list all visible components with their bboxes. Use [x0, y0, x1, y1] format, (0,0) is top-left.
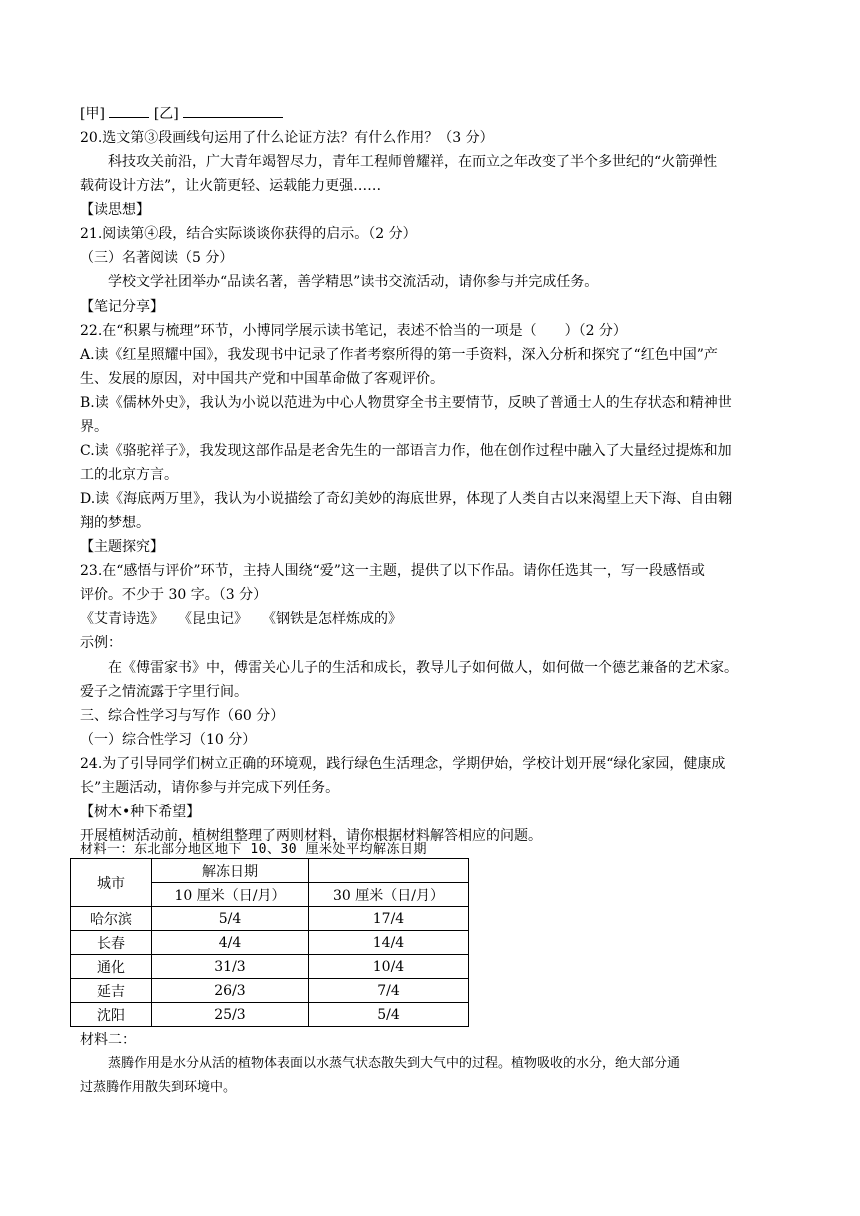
table-row [71, 979, 469, 1003]
cell-10cm: 5/4 [152, 907, 309, 931]
header-30cm: 30 厘米（日/月） [309, 883, 469, 907]
option-c-line-2: 工的北京方言。 [80, 467, 178, 483]
cell-10cm: 25/3 [152, 1003, 309, 1027]
material-1-caption: 材料一：东北部分地区地下 10、30 厘米处平均解冻日期 [80, 842, 427, 857]
question-24-line-2: 长”主题活动，请你参与并完成下列任务。 [80, 780, 340, 796]
part3-heading: （三）名著阅读（5 分） [80, 250, 234, 266]
table-row [71, 931, 469, 955]
cell-city: 长春 [71, 931, 152, 955]
table-row [71, 1003, 469, 1027]
cell-city: 通化 [71, 955, 152, 979]
section-think-heading: 【读思想】 [80, 202, 150, 218]
option-b-line-1: B.读《儒林外史》，我认为小说以范进为中心人物贯穿全书主要情节，反映了普通士人的生存状态和精神世 [80, 395, 732, 411]
question-23-line-2: 评价。不少于 30 字。（3 分） [80, 587, 268, 603]
option-d-line-2: 翔的梦想。 [80, 515, 150, 531]
option-a-line-2: 生、发展的原因，对中国共产党和中国革命做了客观评价。 [80, 371, 444, 387]
example-line-2: 爱子之情流露于字里行间。 [80, 684, 248, 700]
answer-blank-line [80, 103, 283, 124]
cell-30cm: 14/4 [309, 931, 469, 955]
question-23-line-1: 23.在“感悟与评价”环节，主持人围绕“爱”这一主题，提供了以下作品。请你任选其一，写一段感悟或 [80, 563, 705, 579]
option-a-line-1: A.读《红星照耀中国》，我发现书中记录了作者考察所得的第一手资料，深入分析和探究了“红色中国”产 [80, 347, 718, 363]
quote-line-2: 载荷设计方法”，让火箭更轻、运载能力更强…… [80, 178, 382, 194]
header-10cm: 10 厘米（日/月） [152, 883, 309, 907]
part3-intro: 学校文学社团举办“品读名著，善学精思”读书交流活动，请你参与并完成任务。 [108, 274, 599, 290]
section-theme-heading: 【主题探究】 [80, 539, 164, 555]
option-b-line-2: 界。 [80, 419, 108, 435]
cell-10cm: 31/3 [152, 955, 309, 979]
table-row [71, 907, 469, 931]
question-24-line-1: 24.为了引导同学们树立正确的环境观，践行绿色生活理念，学期伊始，学校计划开展“绿化家园，健康成 [80, 756, 726, 772]
cell-30cm: 10/4 [309, 955, 469, 979]
header-city: 城市 [71, 859, 152, 907]
material-2-line-2: 过蒸腾作用散失到环境中。 [80, 1080, 237, 1095]
question-22: 22.在“积累与梳理”环节，小博同学展示读书笔记，表述不恰当的一项是（ ）（2 分） [80, 323, 627, 339]
book-list: 《艾青诗选》 《昆虫记》 《钢铁是怎样炼成的》 [80, 611, 402, 627]
blank-label-yi: [乙] [153, 106, 179, 122]
section-notes-heading: 【笔记分享】 [80, 299, 164, 315]
cell-10cm: 4/4 [152, 931, 309, 955]
answer-blank-yi[interactable] [183, 103, 283, 118]
thaw-date-table [70, 858, 469, 1027]
answer-blank-jia[interactable] [109, 103, 149, 118]
cell-city: 延吉 [71, 979, 152, 1003]
header-thaw-date: 解冻日期 [152, 859, 309, 883]
quote-line-1: 科技攻关前沿，广大青年竭智尽力，青年工程师曾耀祥，在而立之年改变了半个多世纪的“火箭弹性 [108, 154, 718, 170]
cell-10cm: 26/3 [152, 979, 309, 1003]
blank-label-jia: [甲] [80, 106, 105, 122]
question-20: 20.选文第③段画线句运用了什么论证方法？有什么作用？（3 分） [80, 130, 494, 146]
question-21: 21.阅读第④段，结合实际谈谈你获得的启示。（2 分） [80, 226, 417, 242]
table-row [71, 955, 469, 979]
tree-intro: 开展植树活动前，植树组整理了两则材料，请你根据材料解答相应的问题。 [80, 828, 542, 844]
option-c-line-1: C.读《骆驼祥子》，我发现这部作品是老舍先生的一部语言力作，他在创作过程中融入了大量经过提炼和加 [80, 443, 732, 459]
material-2-label: 材料二： [80, 1032, 136, 1048]
section-3-1-heading: （一）综合性学习（10 分） [80, 732, 257, 748]
material-2-line-1: 蒸腾作用是水分从活的植物体表面以水蒸气状态散失到大气中的过程。植物吸收的水分，绝大部分通 [108, 1056, 681, 1071]
cell-city: 哈尔滨 [71, 907, 152, 931]
section-3-heading: 三、综合性学习与写作（60 分） [80, 708, 285, 724]
cell-30cm: 17/4 [309, 907, 469, 931]
table-header-row [71, 859, 469, 883]
example-line-1: 在《傅雷家书》中，傅雷关心儿子的生活和成长，教导儿子如何做人，如何做一个德艺兼备的艺术家。 [108, 660, 738, 676]
example-label: 示例： [80, 635, 122, 651]
option-d-line-1: D.读《海底两万里》，我认为小说描绘了奇幻美妙的海底世界，体现了人类自古以来渴望上天下海、自由翱 [80, 491, 733, 507]
cell-city: 沈阳 [71, 1003, 152, 1027]
header-empty [309, 859, 469, 883]
cell-30cm: 5/4 [309, 1003, 469, 1027]
section-tree-heading: 【树木•种下希望】 [80, 804, 201, 820]
cell-30cm: 7/4 [309, 979, 469, 1003]
